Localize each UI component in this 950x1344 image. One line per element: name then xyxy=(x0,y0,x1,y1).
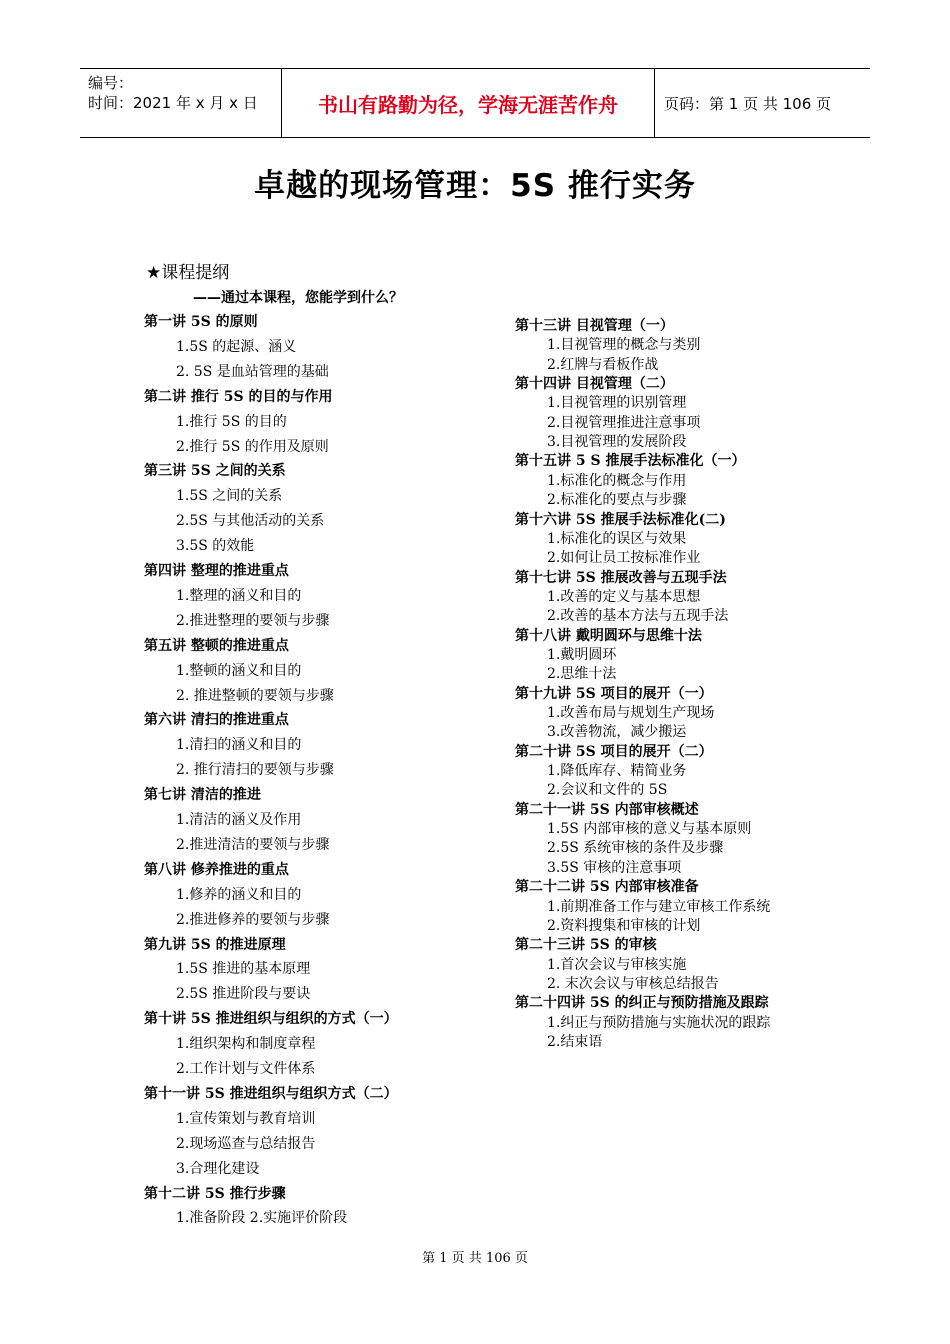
lecture-item: 1.标准化的误区与效果 xyxy=(547,530,687,547)
lecture-heading: 第八讲 修养推进的重点 xyxy=(144,861,289,878)
lecture-item: 2.推进修养的要领与步骤 xyxy=(176,911,330,928)
lecture-item: 2.现场巡查与总结报告 xyxy=(176,1135,316,1152)
lecture-heading: 第四讲 整理的推进重点 xyxy=(144,563,289,579)
lecture-heading: 第九讲 5S 的推进原理 xyxy=(144,936,286,953)
lecture-item: 1.清洁的涵义及作用 xyxy=(176,812,302,828)
lecture-item: 1.宣传策划与教育培训 xyxy=(176,1110,316,1127)
lecture-heading: 第二十四讲 5S 的纠正与预防措施及跟踪 xyxy=(515,995,769,1012)
header-motto: 书山有路勤为径，学海无涯苦作舟 xyxy=(318,92,618,117)
outline-subtitle: ——通过本课程，您能学到什么？ xyxy=(193,290,403,306)
lecture-item: 2. 推行清扫的要领与步骤 xyxy=(176,762,334,779)
lecture-item: 1.组织架构和制度章程 xyxy=(176,1036,316,1053)
lecture-item: 3.5S 的效能 xyxy=(176,538,255,555)
lecture-item: 3.改善物流，减少搬运 xyxy=(547,724,687,741)
lecture-item: 2.标准化的要点与步骤 xyxy=(547,492,687,509)
lecture-item: 1.5S 内部审核的意义与基本原则 xyxy=(547,821,752,838)
lecture-heading: 第十七讲 5S 推展改善与五现手法 xyxy=(515,569,727,586)
lecture-heading: 第二十讲 5S 项目的展开（二） xyxy=(515,743,713,760)
lecture-heading: 第三讲 5S 之间的关系 xyxy=(144,463,286,480)
lecture-item: 1.修养的涵义和目的 xyxy=(176,886,302,903)
lecture-heading: 第十九讲 5S 项目的展开（一） xyxy=(515,685,713,702)
lecture-item: 2.结束语 xyxy=(547,1033,603,1050)
lecture-item: 1.目视管理的概念与类别 xyxy=(547,337,701,354)
lecture-heading: 第五讲 整顿的推进重点 xyxy=(144,637,289,654)
lecture-heading: 第十讲 5S 推进组织与组织的方式（一） xyxy=(144,1011,398,1028)
lecture-item: 1.标准化的概念与作用 xyxy=(547,472,687,489)
lecture-item: 2.改善的基本方法与五现手法 xyxy=(547,608,729,625)
lecture-item: 2. 末次会议与审核总结报告 xyxy=(547,975,719,992)
lecture-item: 2. 5S 是血站管理的基础 xyxy=(176,363,329,380)
lecture-item: 2.工作计划与文件体系 xyxy=(176,1061,316,1077)
lecture-item: 2. 推进整顿的要领与步骤 xyxy=(176,687,334,704)
lecture-item: 1.改善布局与规划生产现场 xyxy=(547,705,715,721)
lecture-item: 1.纠正与预防措施与实施状况的跟踪 xyxy=(547,1014,771,1031)
date-label: 时间：2021 年 x 月 x 日 xyxy=(88,94,258,112)
number-label: 编号： xyxy=(88,74,134,92)
header-table xyxy=(80,68,870,138)
header-page-info: 页码：第 1 页 共 106 页 xyxy=(664,94,832,113)
lecture-heading: 第十二讲 5S 推行步骤 xyxy=(144,1185,286,1202)
lecture-item: 1.推行 5S 的目的 xyxy=(176,413,287,430)
lecture-heading: 第二十三讲 5S 的审核 xyxy=(515,937,657,954)
lecture-item: 2.资料搜集和审核的计划 xyxy=(547,917,701,934)
document-title: 卓越的现场管理：5S 推行实务 xyxy=(254,168,696,204)
lecture-item: 1.目视管理的识别管理 xyxy=(547,395,687,412)
lecture-item: 3.合理化建设 xyxy=(176,1160,260,1177)
lecture-item: 2.5S 系统审核的条件及步骤 xyxy=(547,840,724,857)
lecture-item: 2.推进整理的要领与步骤 xyxy=(176,612,330,629)
header-left-cell xyxy=(88,73,258,113)
lecture-item: 2.思维十法 xyxy=(547,666,617,683)
lecture-item: 2.红牌与看板作战 xyxy=(547,356,659,373)
lecture-item: 3.目视管理的发展阶段 xyxy=(547,434,687,451)
lecture-item: 1.5S 推进的基本原理 xyxy=(176,961,311,978)
lecture-item: 2.如何让员工按标准作业 xyxy=(547,550,701,567)
lecture-item: 1.5S 的起源、涵义 xyxy=(176,338,297,355)
lecture-heading: 第十五讲 5 S 推展手法标准化（一） xyxy=(515,453,746,470)
lecture-heading: 第二十二讲 5S 内部审核准备 xyxy=(515,879,699,896)
lecture-item: 2.推行 5S 的作用及原则 xyxy=(176,438,329,455)
lecture-item: 2.5S 与其他活动的关系 xyxy=(176,513,325,530)
lecture-item: 1.首次会议与审核实施 xyxy=(547,956,687,973)
lecture-heading: 第十八讲 戴明圆环与思维十法 xyxy=(515,627,702,644)
lecture-item: 3.5S 审核的注意事项 xyxy=(547,859,682,876)
lecture-item: 1.改善的定义与基本思想 xyxy=(547,588,701,605)
lecture-heading: 第十四讲 目视管理（二） xyxy=(515,376,674,393)
lecture-heading: 第二讲 推行 5S 的目的与作用 xyxy=(144,388,333,405)
lecture-item: 1.5S 之间的关系 xyxy=(176,488,283,505)
lecture-heading: 第六讲 清扫的推进重点 xyxy=(144,712,289,729)
lecture-heading: 第一讲 5S 的原则 xyxy=(144,314,258,330)
lecture-item: 1.整顿的涵义和目的 xyxy=(176,662,302,679)
lecture-item: 2.目视管理推进注意事项 xyxy=(547,414,701,431)
page-footer: 第 1 页 共 106 页 xyxy=(422,1251,528,1266)
lecture-item: 2.5S 推进阶段与要诀 xyxy=(176,986,311,1003)
lecture-item: 1.准备阶段 2.实施评价阶段 xyxy=(176,1210,348,1227)
lecture-item: 2.会议和文件的 5S xyxy=(547,782,668,799)
lecture-item: 1.降低库存、精简业务 xyxy=(547,763,687,780)
lecture-heading: 第二十一讲 5S 内部审核概述 xyxy=(515,801,699,818)
lecture-item: 1.整理的涵义和目的 xyxy=(176,587,302,604)
lecture-heading: 第十六讲 5S 推展手法标准化(二) xyxy=(515,511,726,528)
lecture-item: 1.清扫的涵义和目的 xyxy=(176,737,302,754)
header-divider xyxy=(654,69,655,137)
lecture-heading: 第十一讲 5S 推进组织与组织方式（二） xyxy=(144,1085,398,1102)
lecture-item: 2.推进清洁的要领与步骤 xyxy=(176,836,330,853)
lecture-item: 1.戴明圆环 xyxy=(547,646,617,663)
outline-heading: ★课程提纲 xyxy=(146,263,230,283)
lecture-heading: 第十三讲 目视管理（一） xyxy=(515,318,674,334)
lecture-heading: 第七讲 清洁的推进 xyxy=(144,787,261,804)
lecture-item: 1.前期准备工作与建立审核工作系统 xyxy=(547,898,771,915)
